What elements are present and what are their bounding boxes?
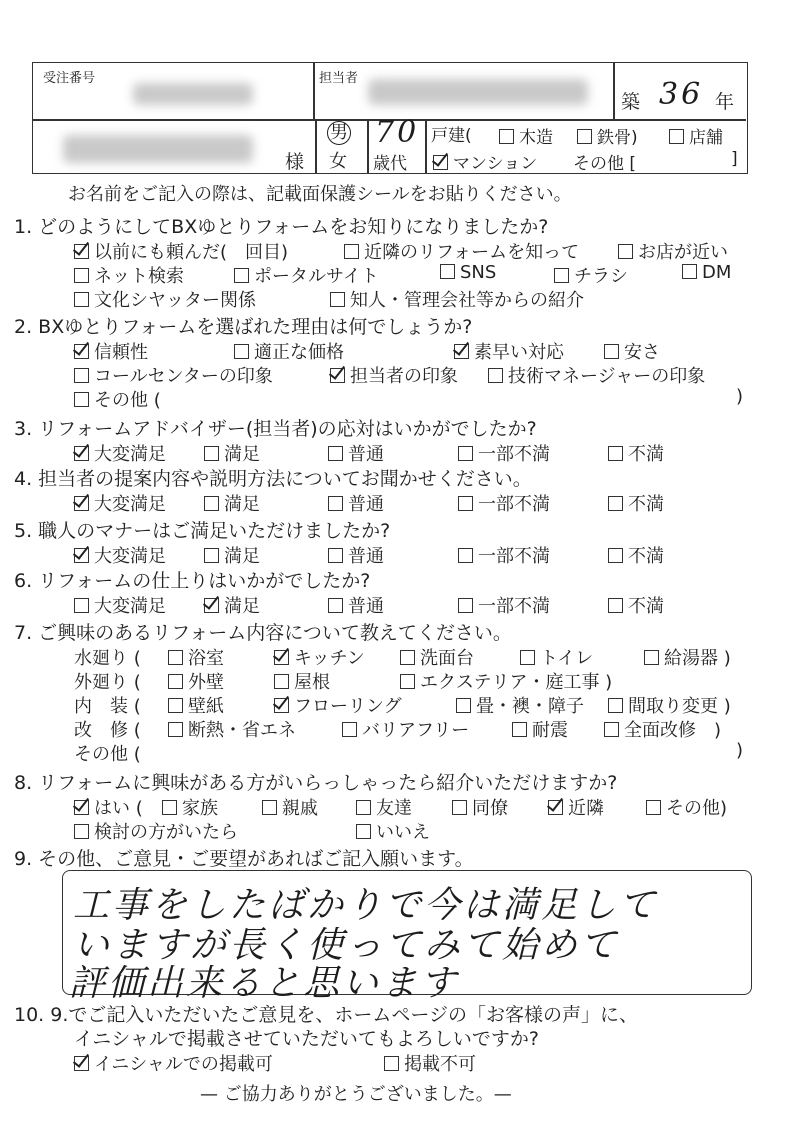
option-label: 素早い対応 [474, 342, 564, 363]
checkbox[interactable] [454, 344, 469, 359]
q7-row-renovation [0, 716, 800, 742]
checkbox[interactable] [458, 598, 473, 613]
q5-scale [0, 542, 800, 568]
handwriting-line-1: 工事をしたばかりで今は満足して [73, 885, 659, 926]
option-label: 安さ [624, 342, 660, 363]
q2-row-3 [0, 386, 800, 412]
checkbox[interactable] [234, 268, 249, 283]
option-label: フローリング [294, 696, 402, 717]
question-10-line-2: イニシャルで掲載させていただいてもよろしいですか? [74, 1028, 539, 1050]
steel-label: 鉄骨) [597, 128, 638, 148]
question-5-title: 5. 職人のマナーはご満足いただけましたか? [14, 520, 391, 542]
option-label: その他 ( [94, 390, 161, 411]
checkbox[interactable] [328, 548, 343, 563]
row-label: 改 修 ( [74, 720, 141, 741]
close-paren: ) [736, 740, 744, 761]
option-label: 間取り変更 ) [628, 696, 731, 717]
checkbox[interactable] [74, 1056, 89, 1071]
q3-scale [0, 440, 800, 466]
checkbox[interactable] [456, 698, 471, 713]
option-label: 友達 [376, 798, 412, 819]
checkbox[interactable] [548, 800, 563, 815]
option-label: ポータルサイト [254, 266, 379, 287]
checkbox[interactable] [440, 264, 455, 279]
q1-row-2 [0, 262, 800, 288]
checkbox[interactable] [608, 446, 623, 461]
checkbox[interactable] [204, 446, 219, 461]
checkbox[interactable] [274, 674, 289, 689]
checkbox[interactable] [458, 496, 473, 511]
scale-label: 満足 [224, 546, 260, 567]
option-label: 適正な価格 [254, 342, 344, 363]
scale-label: 大変満足 [94, 444, 166, 465]
option-label: その他) [666, 798, 728, 819]
scale-label: 不満 [628, 444, 664, 465]
comment-box[interactable] [62, 870, 752, 1004]
option-label: 以前にも頼んだ( 回目) [94, 242, 289, 263]
option-label: 同僚 [472, 798, 508, 819]
q10-options [0, 1050, 800, 1076]
row-label: 外廻り ( [74, 672, 141, 693]
option-label: 知人・管理会社等からの紹介 [350, 290, 584, 311]
handwriting-line-2: いますが長く使ってみて始めて [73, 925, 620, 966]
header-table [32, 62, 748, 174]
question-1-title: 1. どのようにしてBXゆとりフォームをお知りになりましたか? [14, 216, 549, 238]
gender-male-circled: 男 [327, 121, 351, 145]
handwriting-line-3: 評価出来ると思います [69, 963, 460, 1004]
redacted-customer-name [63, 135, 253, 163]
checkbox-steel[interactable] [577, 129, 592, 144]
checkbox[interactable] [74, 824, 89, 839]
option-label: 掲載不可 [404, 1054, 476, 1075]
checkbox-wood[interactable] [499, 129, 514, 144]
scale-label: 普通 [348, 546, 384, 567]
option-label: 親戚 [282, 798, 318, 819]
q2-row-2 [0, 362, 800, 388]
option-label: 洗面台 [420, 648, 474, 669]
checkbox[interactable] [74, 268, 89, 283]
q7-row-water [0, 644, 800, 670]
header-divider [315, 119, 317, 173]
option-label: 断熱・省エネ [188, 720, 296, 741]
option-label: いいえ [376, 822, 430, 843]
q6-scale [0, 592, 800, 618]
option-label: 担当者の印象 [350, 366, 458, 387]
checkbox[interactable] [328, 446, 343, 461]
q2-row-1 [0, 338, 800, 364]
checkbox[interactable] [344, 244, 359, 259]
other-house-label: その他 [ [573, 154, 637, 174]
checkbox[interactable] [262, 800, 277, 815]
scale-label: 満足 [224, 494, 260, 515]
question-3-title: 3. リフォームアドバイザー(担当者)の応対はいかがでしたか? [14, 418, 537, 440]
checkbox[interactable] [646, 800, 661, 815]
checkbox[interactable] [384, 1056, 399, 1071]
option-label: 浴室 [188, 648, 224, 669]
notice-text: お名前をご記入の際は、記載面保護シールをお貼りください。 [68, 184, 572, 205]
checkbox[interactable] [74, 368, 89, 383]
option-label: バリアフリー [362, 720, 470, 741]
checkbox[interactable] [330, 368, 345, 383]
scale-label: 普通 [348, 494, 384, 515]
option-label: 信頼性 [94, 342, 148, 363]
checkbox[interactable] [234, 344, 249, 359]
honorific: 様 [285, 151, 305, 173]
close-paren: ) [736, 386, 744, 407]
other-house-close: ] [731, 149, 738, 169]
scale-label: 一部不満 [478, 596, 550, 617]
checkbox[interactable] [328, 496, 343, 511]
scale-label: 不満 [628, 546, 664, 567]
age-unit: 歳代 [373, 154, 407, 174]
question-2-title: 2. BXゆとりフォームを選ばれた理由は何でしょうか? [14, 316, 473, 338]
checkbox-mansion[interactable] [433, 155, 448, 170]
option-label: 給湯器 ) [664, 648, 731, 669]
option-label: DM [702, 262, 732, 283]
option-label: イニシャルでの掲載可 [94, 1054, 273, 1075]
scale-label: 一部不満 [478, 546, 550, 567]
checkbox[interactable] [400, 650, 415, 665]
checkbox[interactable] [604, 344, 619, 359]
header-divider [425, 119, 427, 173]
checkbox[interactable] [356, 824, 371, 839]
checkbox[interactable] [74, 392, 89, 407]
option-label: 屋根 [294, 672, 330, 693]
house-type-label: 戸建( [431, 126, 472, 146]
option-label: コールセンターの印象 [94, 366, 273, 387]
scale-label: 普通 [348, 596, 384, 617]
checkbox[interactable] [604, 722, 619, 737]
checkbox[interactable] [74, 244, 89, 259]
checkbox[interactable] [168, 698, 183, 713]
option-label: チラシ [574, 266, 628, 287]
option-label: 全面改修 ) [624, 720, 722, 741]
checkbox[interactable] [488, 368, 503, 383]
checkbox[interactable] [168, 650, 183, 665]
option-label: 近隣のリフォームを知って [364, 242, 580, 263]
checkbox[interactable] [342, 722, 357, 737]
checkbox[interactable] [608, 598, 623, 613]
checkbox[interactable] [274, 650, 289, 665]
checkbox[interactable] [400, 674, 415, 689]
checkbox[interactable] [618, 244, 633, 259]
scale-label: 満足 [224, 596, 260, 617]
question-10-line-1: 10. 9.でご記入いただいたご意見を、ホームページの「お客様の声」に、 [14, 1004, 639, 1026]
checkbox[interactable] [644, 650, 659, 665]
redacted-staff-name [368, 79, 588, 105]
checkbox[interactable] [74, 598, 89, 613]
checkbox[interactable] [204, 548, 219, 563]
shop-label: 店舗 [689, 128, 723, 148]
q1-row-1 [0, 238, 800, 264]
mansion-label: マンション [453, 154, 538, 174]
checkbox[interactable] [682, 264, 697, 279]
checkbox[interactable] [328, 598, 343, 613]
scale-label: 大変満足 [94, 546, 166, 567]
order-number-label: 受注番号 [43, 71, 96, 86]
checkbox[interactable] [204, 496, 219, 511]
row-label: その他 ( [74, 744, 141, 765]
checkbox[interactable] [608, 548, 623, 563]
question-7-title: 7. ご興味のあるリフォーム内容について教えてください。 [14, 622, 512, 644]
row-label: 内 装 ( [74, 696, 141, 717]
scale-label: 一部不満 [478, 444, 550, 465]
checkbox[interactable] [162, 800, 177, 815]
checkbox[interactable] [168, 722, 183, 737]
question-9-title: 9. その他、ご意見・ご要望があればご記入願います。 [14, 848, 474, 870]
question-4-title: 4. 担当者の提案内容や説明方法についてお聞かせください。 [14, 468, 532, 490]
header-divider [367, 119, 369, 173]
thanks-text: — ご協力ありがとうございました。— [200, 1084, 512, 1105]
scale-label: 不満 [628, 596, 664, 617]
scale-label: 普通 [348, 444, 384, 465]
scale-label: 満足 [224, 444, 260, 465]
question-6-title: 6. リフォームの仕上りはいかがでしたか? [14, 570, 371, 592]
staff-label: 担当者 [319, 71, 359, 86]
option-label: キッチン [294, 648, 365, 669]
option-label: 文化シヤッター関係 [94, 290, 256, 311]
option-label: 耐震 [532, 720, 568, 741]
year-unit: 年 [715, 91, 735, 113]
checkbox[interactable] [74, 344, 89, 359]
scale-label: 一部不満 [478, 494, 550, 515]
q4-scale [0, 490, 800, 516]
q8-row-2 [0, 818, 800, 844]
checkbox[interactable] [204, 598, 219, 613]
option-label: 畳・襖・障子 [476, 696, 584, 717]
checkbox[interactable] [452, 800, 467, 815]
redacted-order-number [133, 83, 253, 105]
option-label: 家族 [182, 798, 218, 819]
option-label: 壁紙 [188, 696, 224, 717]
question-8-title: 8. リフォームに興味がある方がいらっしゃったら紹介いただけますか? [14, 772, 618, 794]
option-label: お店が近い [638, 242, 728, 263]
checkbox[interactable] [74, 800, 89, 815]
q1-row-3 [0, 286, 800, 312]
header-divider [313, 63, 315, 119]
checkbox[interactable] [458, 548, 473, 563]
checkbox[interactable] [274, 698, 289, 713]
option-label: 外壁 [188, 672, 224, 693]
checkbox[interactable] [168, 674, 183, 689]
option-label: トイレ [540, 648, 594, 669]
scale-label: 不満 [628, 494, 664, 515]
built-label: 築 [621, 91, 641, 113]
age-value: 70 [375, 115, 420, 150]
checkbox[interactable] [608, 496, 623, 511]
checkbox[interactable] [330, 292, 345, 307]
option-label: 技術マネージャーの印象 [508, 366, 706, 387]
checkbox[interactable] [554, 268, 569, 283]
q7-row-interior [0, 692, 800, 718]
built-years: 36 [659, 77, 704, 112]
checkbox[interactable] [608, 698, 623, 713]
header-divider [613, 63, 615, 119]
q7-row-other [0, 740, 800, 766]
option-label: SNS [460, 262, 497, 283]
option-label: はい ( [94, 798, 143, 819]
checkbox-shop[interactable] [669, 129, 684, 144]
checkbox[interactable] [74, 548, 89, 563]
checkbox[interactable] [356, 800, 371, 815]
checkbox[interactable] [74, 446, 89, 461]
option-label: ネット検索 [94, 266, 184, 287]
checkbox[interactable] [74, 496, 89, 511]
gender-female: 女 [329, 151, 347, 172]
option-label: 近隣 [568, 798, 604, 819]
option-label: エクステリア・庭工事 ) [420, 672, 613, 693]
checkbox[interactable] [458, 446, 473, 461]
scale-label: 大変満足 [94, 596, 166, 617]
checkbox[interactable] [74, 292, 89, 307]
wood-label: 木造 [519, 128, 553, 148]
q8-row-1 [0, 794, 800, 820]
option-label: 検討の方がいたら [94, 822, 238, 843]
checkbox[interactable] [520, 650, 535, 665]
scale-label: 大変満足 [94, 494, 166, 515]
q7-row-exterior [0, 668, 800, 694]
checkbox[interactable] [512, 722, 527, 737]
row-label: 水廻り ( [74, 648, 141, 669]
